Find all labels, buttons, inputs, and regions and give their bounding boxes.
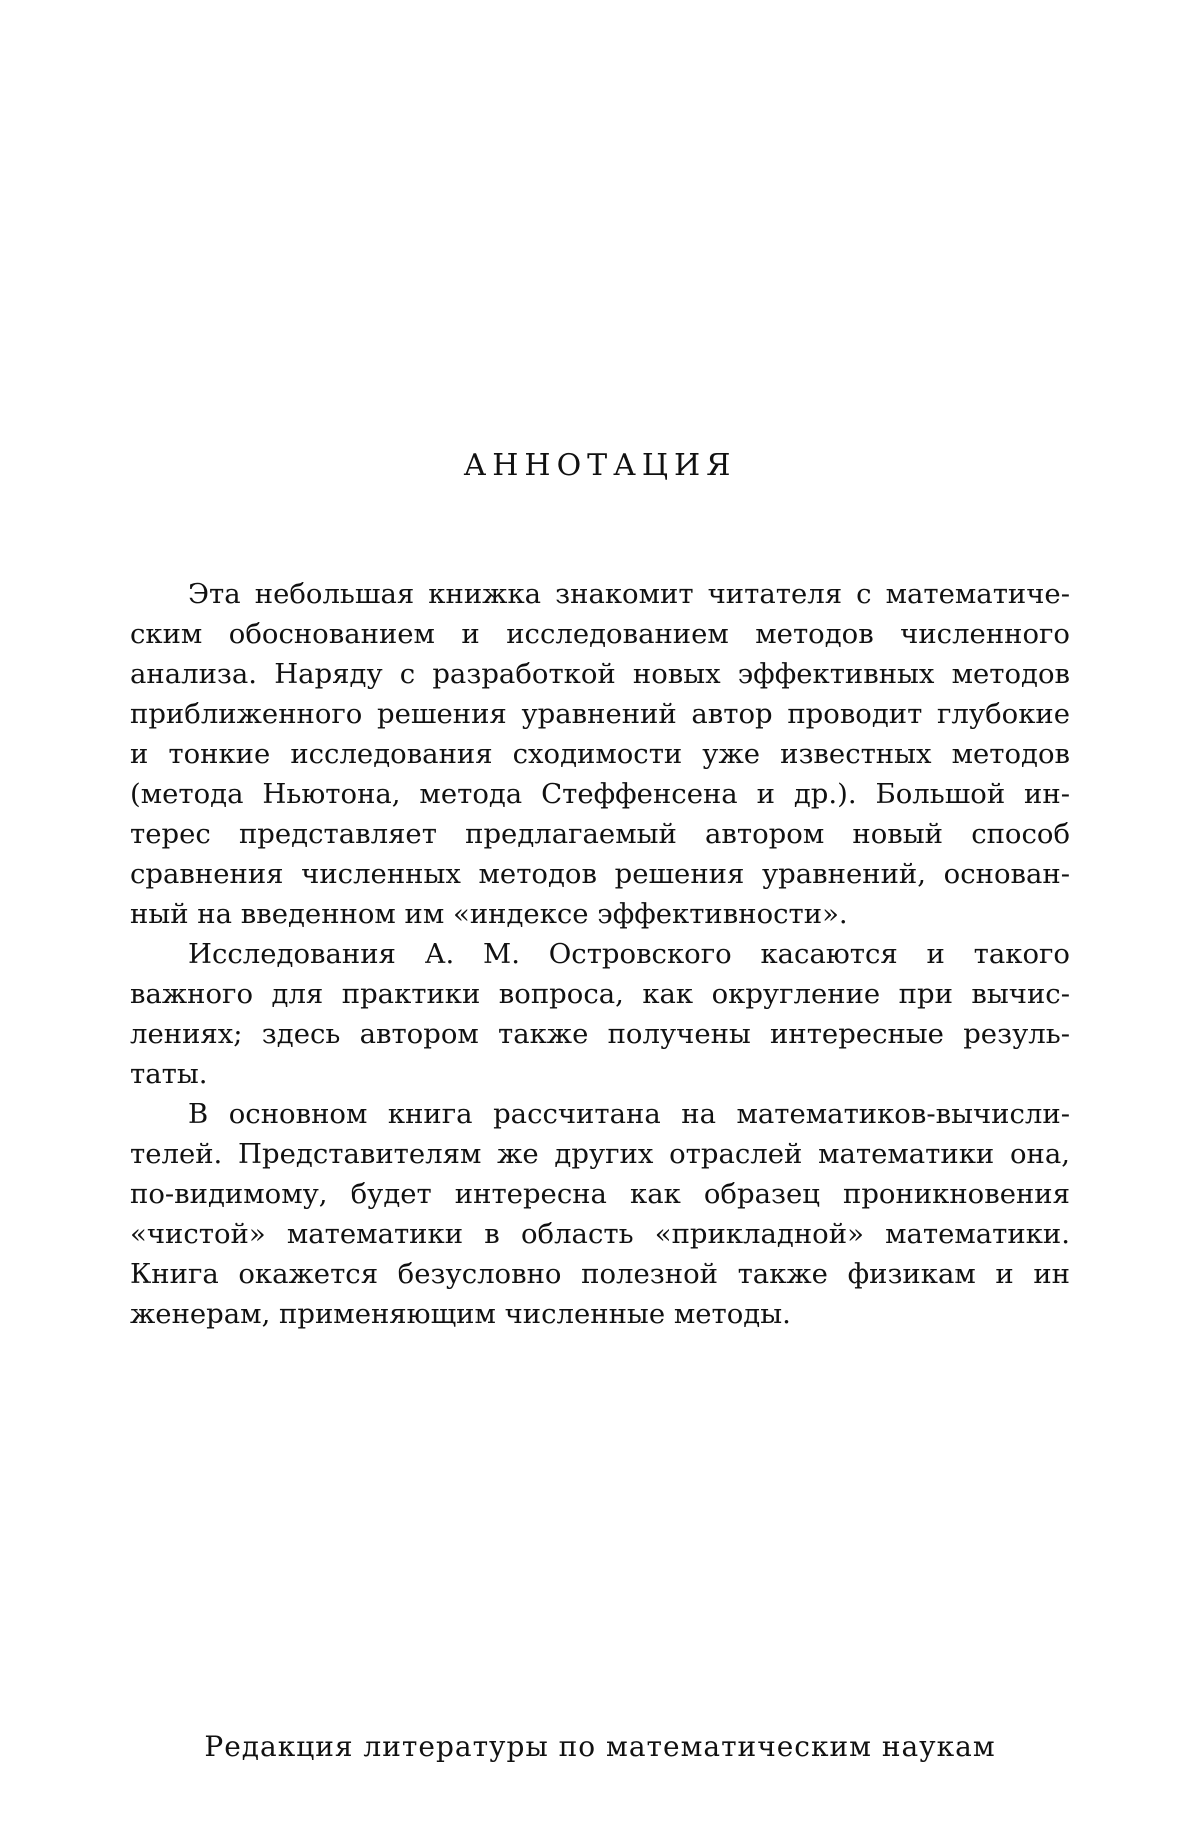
text-line: ный на введенном им «индексе эффективности». <box>130 898 848 930</box>
text-line: Книга окажется безусловно полезной также физикам и ин <box>130 1258 1070 1290</box>
text-line: телей. Представителям же других отраслей математики она, <box>130 1138 1070 1170</box>
text-line: Эта небольшая книжка знакомит читателя с математиче- <box>188 578 1070 610</box>
page-title: АННОТАЦИЯ <box>463 448 737 483</box>
text-line: терес представляет предлагаемый автором новый способ <box>130 818 1070 850</box>
text-line: «чистой» математики в область «прикладной» математики. <box>130 1218 1070 1250</box>
text-line: и тонкие исследования сходимости уже известных методов <box>130 738 1070 770</box>
annotation-body <box>130 574 1070 1334</box>
text-line: таты. <box>130 1058 208 1090</box>
text-line: важного для практики вопроса, как округление при вычис- <box>130 978 1070 1010</box>
text-line: (метода Ньютона, метода Стеффенсена и др.). Большой ин- <box>130 778 1070 810</box>
text-line: женерам, применяющим численные методы. <box>130 1298 791 1330</box>
text-line: по-видимому, будет интересна как образец проникновения <box>130 1178 1070 1210</box>
paragraph-1 <box>130 574 1070 934</box>
text-line: сравнения численных методов решения уравнений, основан- <box>130 858 1070 890</box>
text-line: анализа. Наряду с разработкой новых эффективных методов <box>130 658 1070 690</box>
paragraph-3 <box>130 1094 1070 1334</box>
text-line: приближенного решения уравнений автор проводит глубокие <box>130 698 1070 730</box>
text-line: ским обоснованием и исследованием методов численного <box>130 618 1070 650</box>
text-line: Исследования А. М. Островского касаются и такого <box>188 938 1070 970</box>
text-line: В основном книга рассчитана на математиков-вычисли- <box>188 1098 1070 1130</box>
publisher-footer: Редакция литературы по математическим наукам <box>204 1730 996 1763</box>
text-line: лениях; здесь автором также получены интересные резуль- <box>130 1018 1070 1050</box>
paragraph-2 <box>130 934 1070 1094</box>
